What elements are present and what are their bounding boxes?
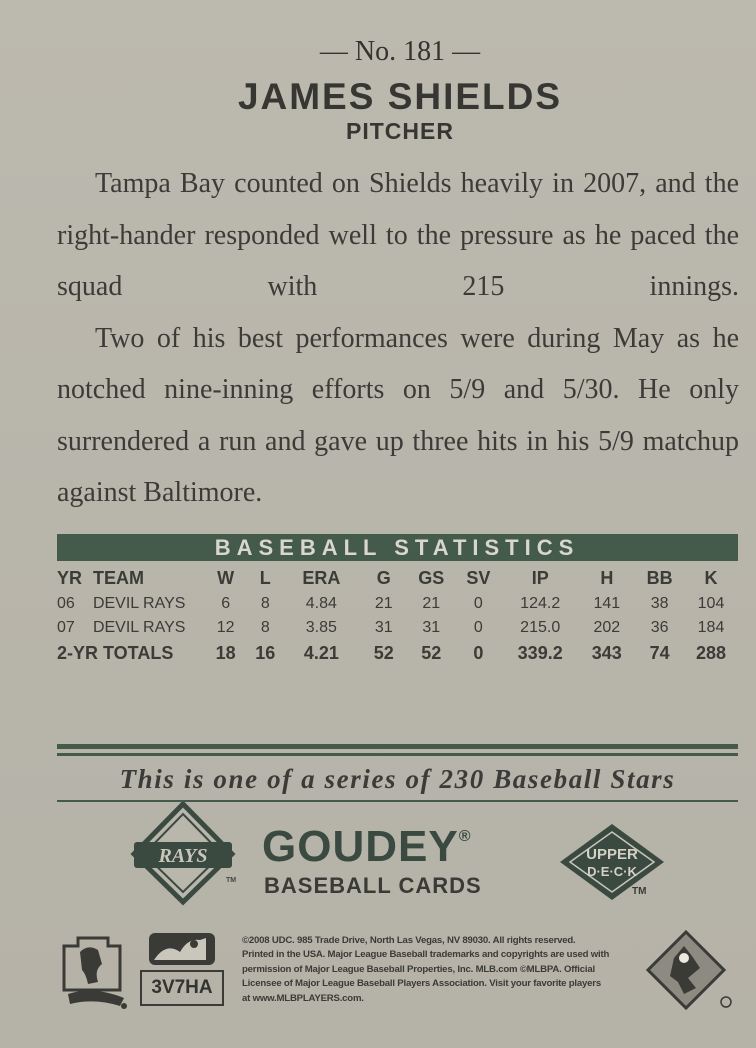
totals-label: 2-YR TOTALS — [57, 642, 174, 663]
cell-g: 21 — [374, 595, 393, 612]
cell-era: 4.84 — [305, 595, 337, 612]
goudey-subtitle: BASEBALL CARDS — [264, 873, 482, 898]
ud-tm: TM — [632, 886, 647, 897]
stats-totals-row — [57, 640, 738, 666]
cell-w: 12 — [216, 619, 235, 636]
header-gs: GS — [418, 568, 445, 588]
cell-gs: 21 — [422, 595, 441, 612]
series-text: This is one of a series of 230 Baseball Stars — [119, 764, 676, 794]
legal-line: Printed in the USA. Major League Baseball trademarks and copyrights are used with — [242, 949, 610, 961]
header-k: K — [704, 568, 718, 588]
rays-logo-tm: TM — [226, 877, 237, 884]
legal-line: at www.MLBPLAYERS.com. — [242, 992, 364, 1004]
cell-l: 8 — [260, 595, 270, 612]
mlb-logo-icon — [148, 932, 216, 966]
cell-team: DEVIL RAYS — [92, 595, 186, 612]
cell-sv: 0 — [473, 595, 483, 612]
cell-h: 202 — [593, 619, 621, 636]
goudey-name: GOUDEY — [262, 822, 459, 871]
cell-g: 31 — [374, 619, 393, 636]
player-position: PITCHER — [346, 118, 454, 144]
cell-sv: 0 — [473, 619, 483, 636]
total-ip: 339.2 — [517, 642, 563, 663]
header-g: G — [376, 568, 391, 588]
legal-line: permission of Major League Baseball Properties, Inc. MLB.com ©MLBPA. Official — [242, 963, 595, 975]
cell-l: 8 — [260, 619, 270, 636]
total-h: 343 — [591, 642, 622, 663]
stats-row — [57, 592, 738, 616]
goudey-brand — [262, 822, 542, 872]
card-code: 3V7HA — [140, 970, 224, 1006]
header-era: ERA — [302, 568, 341, 588]
header-bb: BB — [646, 568, 673, 588]
stats-header-row — [57, 565, 738, 592]
total-w: 18 — [215, 642, 236, 663]
total-gs: 52 — [421, 642, 442, 663]
total-l: 16 — [255, 642, 276, 663]
total-bb: 74 — [649, 642, 670, 663]
cell-ip: 124.2 — [520, 595, 561, 612]
cell-ip: 215.0 — [520, 619, 561, 636]
divider-thin — [57, 753, 738, 756]
total-sv: 0 — [473, 642, 484, 663]
cell-yr: 06 — [57, 595, 75, 612]
cell-team: DEVIL RAYS — [92, 619, 186, 636]
total-k: 288 — [695, 642, 727, 663]
header-yr: YR — [57, 568, 83, 588]
stats-title-bar — [57, 534, 738, 561]
rays-logo-text: RAYS — [158, 845, 208, 867]
cell-k: 184 — [697, 619, 725, 636]
card-number: — No. 181 — — [319, 36, 481, 67]
ud-line1: UPPER — [586, 846, 638, 863]
stats-table — [57, 565, 738, 666]
bio-paragraph: Two of his best performances were during May as he notched nine-inning efforts on 5/9 and 5/30. He only surrendered a run and gave up three hits in his 5/9 matchup against Baltimore. — [57, 322, 739, 508]
header-ip: IP — [531, 568, 549, 588]
header-sv: SV — [466, 568, 491, 588]
stats-row — [57, 616, 738, 640]
cell-yr: 07 — [57, 619, 75, 636]
cell-k: 104 — [697, 595, 725, 612]
stats-title: BASEBALL STATISTICS — [172, 535, 622, 560]
header-h: H — [600, 568, 614, 588]
legal-line: ©2008 UDC. 985 Trade Drive, North Las Vegas, NV 89030. All rights reserved. — [242, 935, 576, 946]
players-association-logo-icon — [644, 928, 734, 1018]
divider-thick — [57, 744, 738, 749]
bio-text — [57, 158, 739, 519]
legal-line: Licensee of Major League Baseball Players Association. Visit your favorite players — [242, 978, 601, 990]
total-era: 4.21 — [303, 642, 339, 663]
cell-bb: 36 — [650, 619, 669, 636]
cell-h: 141 — [593, 595, 621, 612]
rays-logo-icon — [128, 802, 238, 906]
upper-deck-logo-icon — [556, 822, 668, 902]
legal-text — [242, 934, 642, 1006]
cell-gs: 31 — [422, 619, 441, 636]
goudey-reg: ® — [458, 828, 472, 845]
header-team: TEAM — [92, 568, 144, 588]
cell-bb: 38 — [650, 595, 669, 612]
header-w: W — [217, 568, 235, 588]
cell-era: 3.85 — [305, 619, 337, 636]
total-g: 52 — [373, 642, 394, 663]
player-name: JAMES SHIELDS — [237, 76, 563, 117]
hall-of-fame-logo-icon — [58, 934, 130, 1010]
cell-w: 6 — [221, 595, 231, 612]
bio-paragraph: Tampa Bay counted on Shields heavily in 2007, and the right-hander responded well to the pressure as he paced the squad with 215 innings. — [57, 168, 739, 302]
header-l: L — [259, 568, 271, 588]
ud-line2: D·E·C·K — [587, 864, 637, 879]
